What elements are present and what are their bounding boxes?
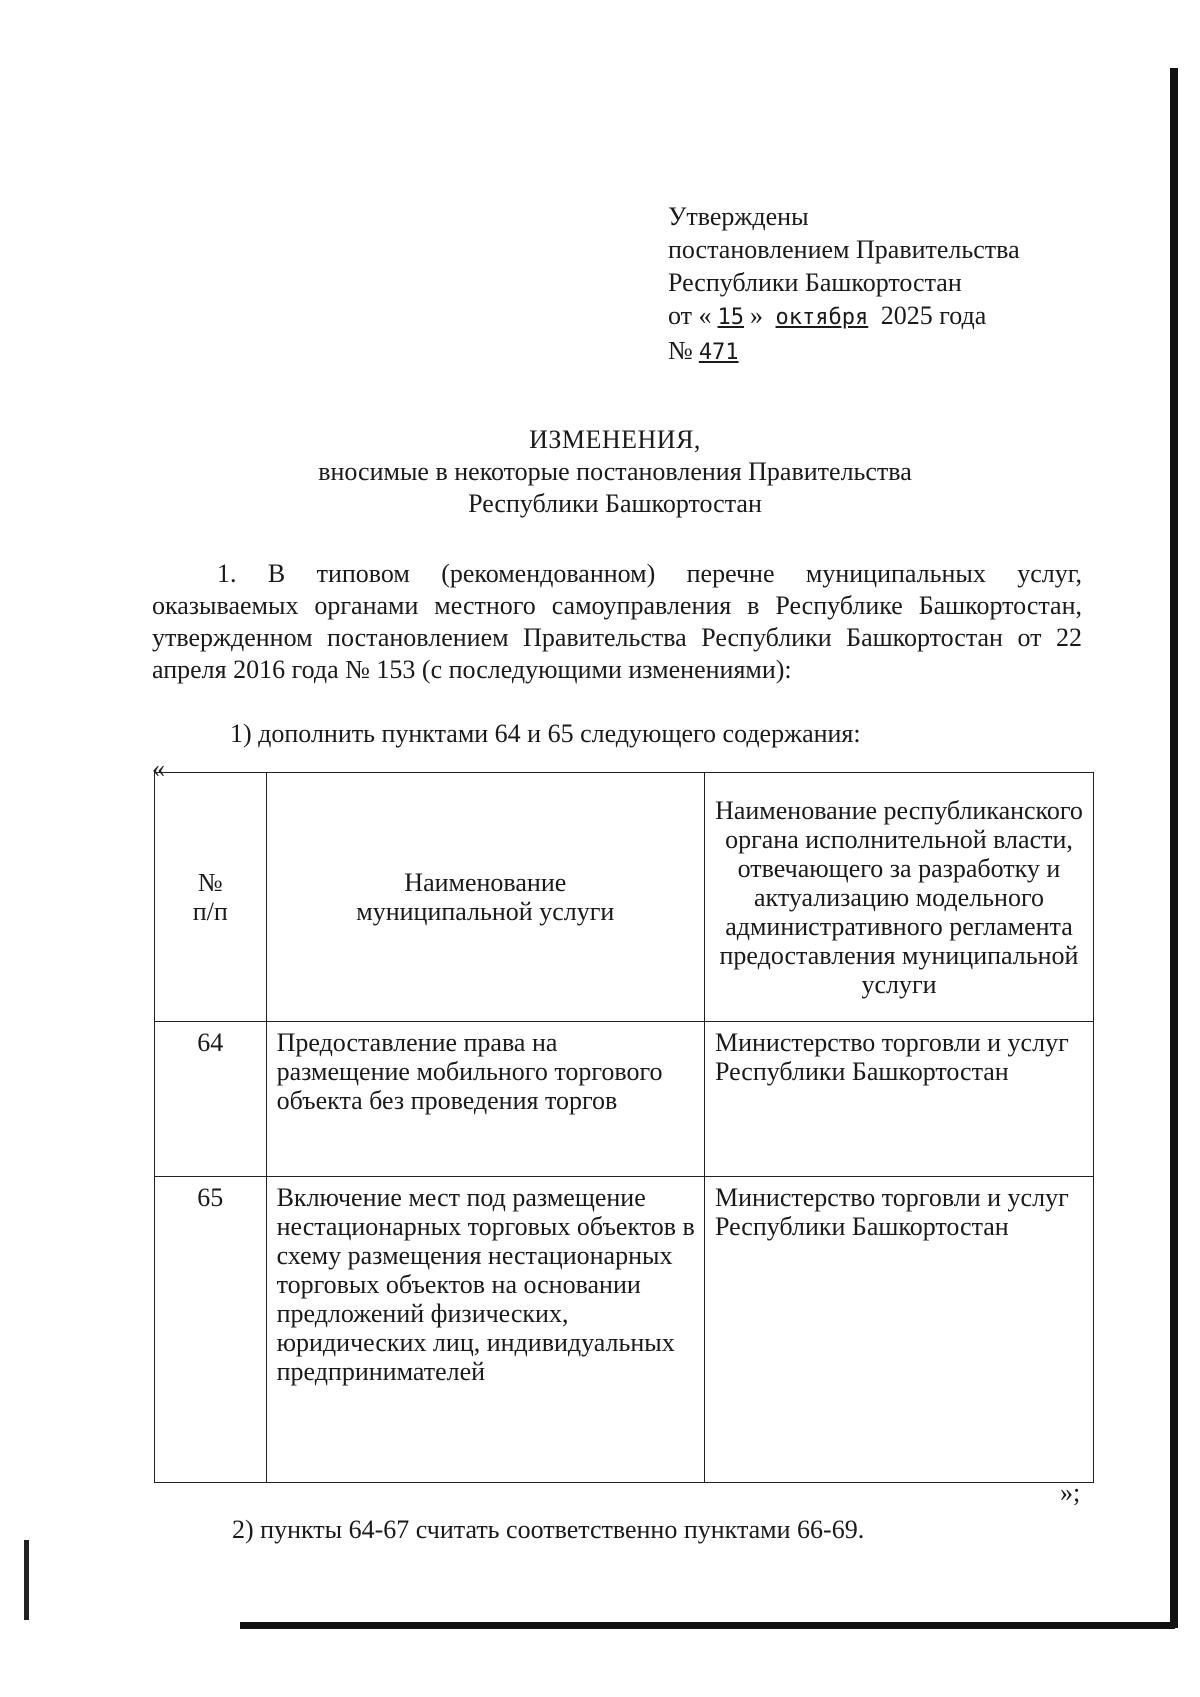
services-table [154, 772, 1094, 1483]
row-service-name: Предоставление права на размещение мобильного торгового объекта без проведения торгов [266, 1022, 704, 1177]
approval-year: 2025 года [880, 301, 987, 330]
table-row [155, 1022, 1094, 1177]
approval-line-1: Утверждены [668, 202, 809, 231]
header-service-name [266, 773, 704, 1022]
document-title: ИЗМЕНЕНИЯ, [529, 425, 701, 454]
number-prefix: № [668, 336, 693, 365]
row-organization: Министерство торговли и услуг Республики Башкортостан [704, 1177, 1093, 1483]
header-num-line-1: № [197, 868, 223, 897]
approval-stamp-block [668, 200, 1108, 369]
row-organization: Министерство торговли и услуг Республики Башкортостан [704, 1022, 1093, 1177]
scan-edge-left [24, 1540, 29, 1620]
table-header-row [155, 773, 1094, 1022]
quote-close: »; [1060, 1478, 1081, 1507]
row-number: 65 [155, 1177, 267, 1483]
paragraph-3: 2) пункты 64-67 считать соответственно пунктами 66-69. [232, 1515, 865, 1544]
approval-month: октября [775, 305, 869, 330]
paragraph-1: 1. В типовом (рекомендованном) перечне муниципальных услуг, оказываемых органами местного самоуправления в Республике Башкортостан, утвержденном постановлением Правительства Республики Башкортостан от 22 апреля 2016 года № 153 (с последующими изменениями): [152, 559, 1082, 684]
document-title-block [150, 424, 1080, 520]
header-num [155, 773, 267, 1022]
header-service-name-text: Наименование муниципальной услуги [356, 868, 615, 926]
scan-edge-right [1170, 68, 1178, 1628]
row-service-name: Включение мест под размещение нестационарных торговых объектов в схему размещения нестационарных торговых объектов на основании предложений физических, юридических лиц, индивидуальных предпринимателей [266, 1177, 704, 1483]
approval-line-2: постановлением Правительства [668, 235, 1020, 264]
approval-date-line [668, 299, 1108, 334]
table-row [155, 1177, 1094, 1483]
document-subtitle-line-2: Республики Башкортостан [468, 489, 762, 518]
date-mid: » [750, 301, 764, 330]
document-subtitle-line-1: вносимые в некоторые постановления Правительства [318, 457, 912, 486]
row-number: 64 [155, 1022, 267, 1177]
scan-edge-bottom [240, 1622, 1175, 1629]
date-prefix: от « [668, 301, 712, 330]
header-organization [704, 773, 1093, 1022]
approval-number-line [668, 334, 1108, 369]
paragraph-2: 1) дополнить пунктами 64 и 65 следующего содержания: [230, 719, 861, 748]
quote-open: « [152, 754, 165, 783]
approval-number: 471 [698, 340, 739, 365]
header-num-line-2: п/п [192, 897, 228, 926]
approval-day: 15 [717, 305, 745, 330]
header-organization-text: Наименование республиканского органа исполнительной власти, отвечающего за разработку и актуализацию модельного административного регламента предоставления муниципальной услуги [715, 795, 1083, 999]
approval-line-3: Республики Башкортостан [668, 268, 962, 297]
